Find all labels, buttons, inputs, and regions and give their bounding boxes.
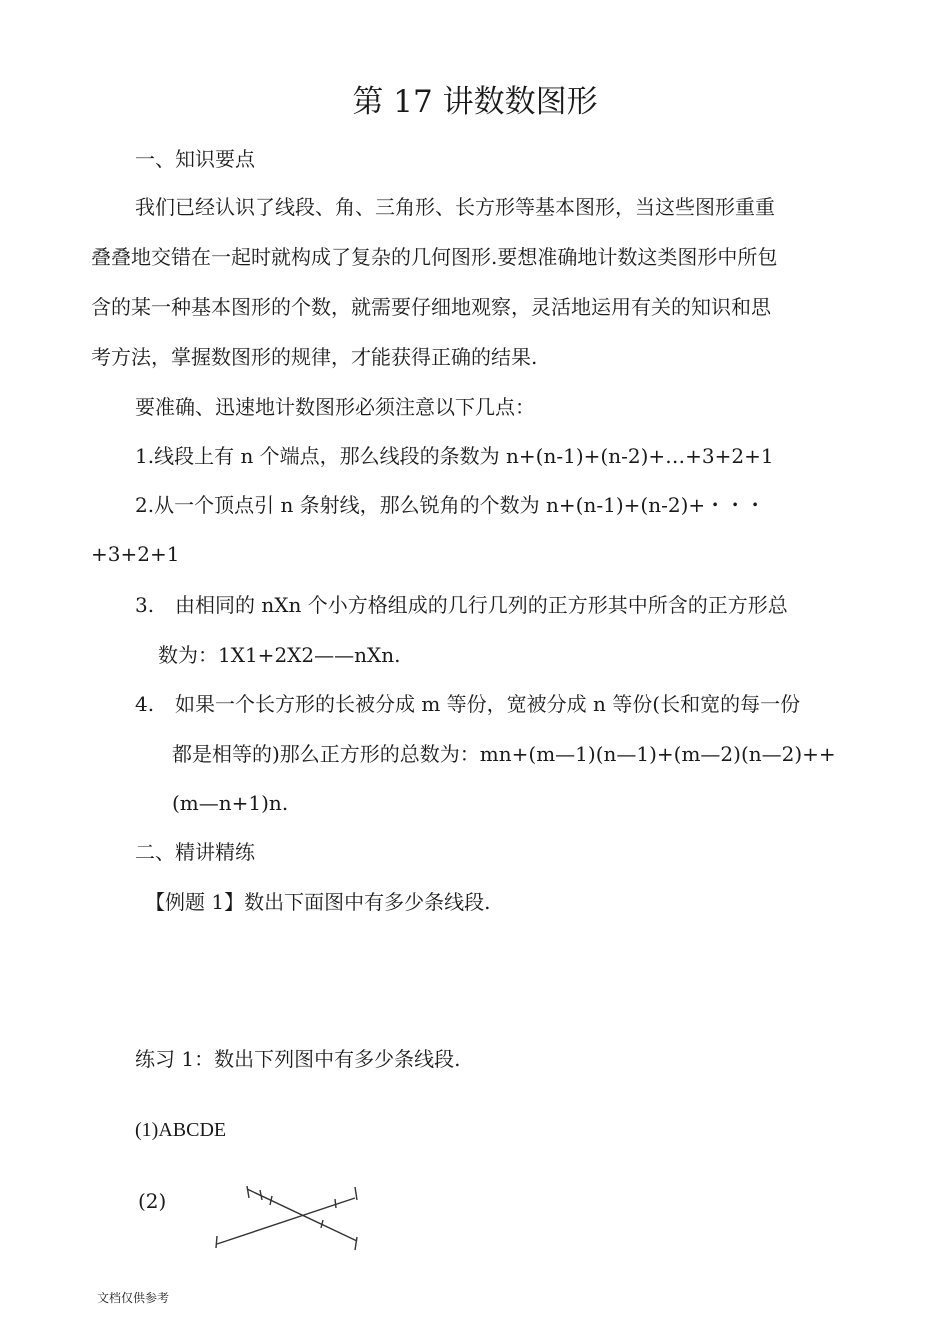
- point-4-line-1: 如果一个长方形的长被分成 m 等份，宽被分成 n 等份(长和宽的每一份: [175, 692, 801, 716]
- tick-mark: [216, 1236, 217, 1248]
- point-4-line-3: (m—n+1)n.: [172, 791, 289, 815]
- point-3-line-1: 由相同的 nXn 个小方格组成的几行几列的正方形其中所含的正方形总: [175, 593, 788, 617]
- tick-mark: [270, 1196, 272, 1205]
- point-2-line-1: 2.从一个顶点引 n 条射线，那么锐角的个数为 n+(n-1)+(n-2)+・・・: [135, 493, 766, 517]
- point-2-line-2: +3+2+1: [91, 542, 180, 566]
- practice-item-1: (1)ABCDE: [135, 1119, 227, 1141]
- point-1: 1.线段上有 n 个端点，那么线段的条数为 n+(n-1)+(n-2)+…+3+2+1: [135, 444, 774, 468]
- points-intro: 要准确、迅速地计数图形必须注意以下几点：: [135, 395, 535, 419]
- intro-line-2: 叠叠地交错在一起时就构成了复杂的几何图形.要想准确地计数这类图形中所包: [91, 245, 778, 269]
- example-1: 【例题 1】数出下面图中有多少条线段.: [145, 890, 491, 914]
- footer-note: 文档仅供参考: [97, 1291, 170, 1305]
- practice-1: 练习 1：数出下列图中有多少条线段.: [135, 1047, 461, 1071]
- point-3-number: 3.: [135, 593, 155, 617]
- point-4-number: 4.: [135, 692, 155, 716]
- page-title: 第 17 讲数数图形: [352, 84, 598, 120]
- tick-mark: [247, 1186, 249, 1198]
- tick-mark: [321, 1220, 323, 1228]
- segment-line-2: [217, 1198, 355, 1244]
- tick-mark: [355, 1237, 357, 1250]
- tick-mark: [335, 1199, 336, 1208]
- section-heading-knowledge: 一、知识要点: [135, 147, 255, 171]
- crossed-segments-figure: [205, 1178, 370, 1253]
- practice-item-2-label: (2): [138, 1189, 167, 1213]
- point-4-line-2: 都是相等的)那么正方形的总数为：mn+(m—1)(n—1)+(m—2)(n—2)++: [172, 742, 836, 766]
- point-3-line-2: 数为：1X1+2X2——nXn.: [158, 643, 401, 667]
- intro-line-3: 含的某一种基本图形的个数，就需要仔细地观察，灵活地运用有关的知识和思: [91, 295, 771, 319]
- intro-line-4: 考方法，掌握数图形的规律，才能获得正确的结果.: [91, 345, 538, 369]
- tick-mark: [260, 1190, 262, 1200]
- tick-mark: [355, 1187, 357, 1200]
- section-heading-practice: 二、精讲精练: [135, 840, 255, 864]
- intro-line-1: 我们已经认识了线段、角、三角形、长方形等基本图形，当这些图形重重: [135, 195, 775, 219]
